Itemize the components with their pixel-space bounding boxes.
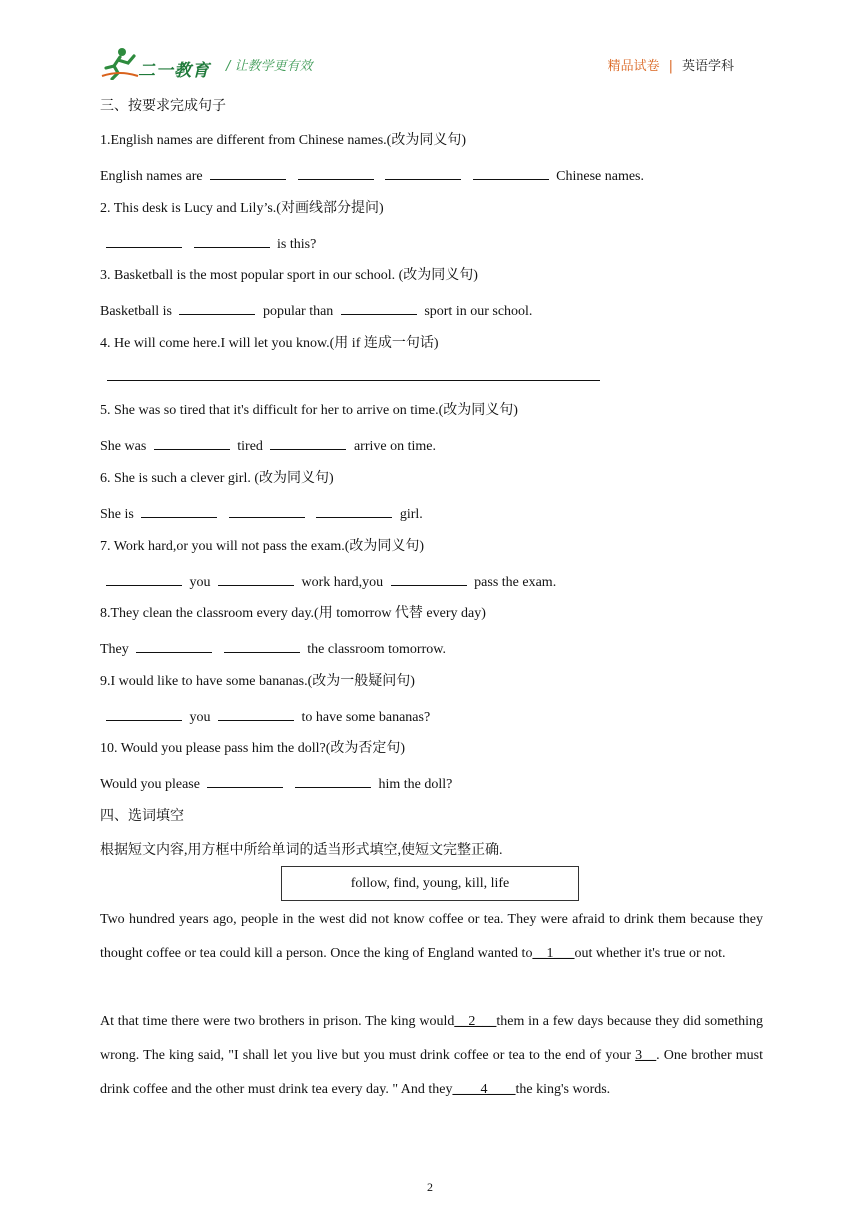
- q3-prompt: 3. Basketball is the most popular sport in our school. (改为同义句): [100, 268, 478, 283]
- p1-text: Two hundred years ago, people in the west did not know coffee or tea. They were afraid to drink them because they thought coffee or tea could kill a person. Once the king of England wanted to: [100, 912, 763, 961]
- p2-text-a: At that time there were two brothers in prison. The king would: [100, 1014, 455, 1029]
- blank-1[interactable]: __1___: [532, 946, 575, 961]
- q2-answer-end: is this?: [277, 237, 317, 252]
- answer-blank[interactable]: [207, 773, 283, 788]
- logo: [100, 46, 220, 82]
- q6-answer-end: girl.: [399, 507, 423, 522]
- q4-prompt: 4. He will come here.I will let you know.(用 if 连成一句话): [100, 336, 439, 351]
- answer-blank[interactable]: [106, 706, 182, 721]
- answer-blank[interactable]: [136, 638, 212, 653]
- answer-blank[interactable]: [391, 571, 467, 586]
- q1-prompt: 1.English names are different from Chinese names.(改为同义句): [100, 133, 466, 148]
- answer-blank[interactable]: [229, 503, 305, 518]
- header-separator: |: [668, 59, 673, 74]
- q7-answer-mid1: you: [189, 575, 211, 590]
- header-right: [608, 55, 734, 74]
- answer-blank[interactable]: [270, 435, 346, 450]
- q9-answer-mid: you: [189, 710, 211, 725]
- q10-prompt: 10. Would you please pass him the doll?(改为否定句): [100, 741, 406, 756]
- section4-instruction: 根据短文内容,用方框中所给单词的适当形式填空,使短文完整正确.: [100, 843, 503, 858]
- q3-answer-end: sport in our school.: [424, 304, 533, 319]
- p2-text-c: . One brother must drink coffee and the other must drink tea every day. " And they: [100, 1048, 764, 1097]
- section4-title: 四、选词填空: [100, 809, 184, 824]
- q7-answer-end: pass the exam.: [474, 575, 557, 590]
- blank-3[interactable]: 3__: [635, 1048, 657, 1063]
- section3-title: 三、按要求完成句子: [100, 99, 226, 114]
- answer-blank[interactable]: [106, 571, 182, 586]
- answer-blank[interactable]: [106, 233, 182, 248]
- page-number: 2: [427, 1180, 433, 1194]
- word-box: follow, find, young, kill, life: [281, 866, 579, 901]
- blank-4[interactable]: ____4____: [452, 1082, 516, 1097]
- slogan: / 让教学更有效: [226, 59, 313, 74]
- q10-answer-line: [100, 773, 452, 795]
- p1-end: out whether it's true or not.: [574, 946, 726, 961]
- q7-prompt: 7. Work hard,or you will not pass the exam.(改为同义句): [100, 539, 425, 554]
- answer-blank[interactable]: [473, 165, 549, 180]
- answer-blank[interactable]: [218, 706, 294, 721]
- q8-answer-start: They: [100, 642, 129, 657]
- q3-answer-start: Basketball is: [100, 304, 172, 319]
- q6-prompt: 6. She is such a clever girl. (改为同义句): [100, 471, 334, 486]
- answer-blank[interactable]: [341, 300, 417, 315]
- q1-answer-start: English names are: [100, 169, 203, 184]
- blank-2[interactable]: __2___: [454, 1014, 497, 1029]
- q9-answer-end: to have some bananas?: [301, 710, 431, 725]
- q6-answer-start: She is: [100, 507, 134, 522]
- answer-blank[interactable]: [179, 300, 255, 315]
- q5-answer-start: She was: [100, 439, 147, 454]
- q3-answer-mid: popular than: [262, 304, 334, 319]
- passage-paragraph-2: [100, 1005, 763, 1107]
- answer-blank[interactable]: [298, 165, 374, 180]
- q9-prompt: 9.I would like to have some bananas.(改为一般疑问句): [100, 674, 415, 689]
- q1-answer-end: Chinese names.: [556, 169, 645, 184]
- answer-blank[interactable]: [210, 165, 286, 180]
- passage-paragraph-1: [100, 903, 763, 971]
- page-header: [0, 0, 860, 90]
- runner-logo-icon: [100, 46, 140, 80]
- q5-answer-mid: tired: [237, 439, 263, 454]
- q2-answer-line: [102, 233, 316, 255]
- answer-blank[interactable]: [218, 571, 294, 586]
- q8-prompt: 8.They clean the classroom every day.(用 tomorrow 代替 every day): [100, 606, 486, 621]
- answer-blank[interactable]: [385, 165, 461, 180]
- answer-blank[interactable]: [154, 435, 230, 450]
- q10-answer-start: Would you please: [100, 777, 200, 792]
- p2-text-b: them in a few days because they did something wrong. The king said, "I shall let you live but you must drink coffee or tea to the end of your: [100, 1014, 764, 1063]
- subject-label: 英语学科: [681, 59, 734, 74]
- answer-blank[interactable]: [224, 638, 300, 653]
- answer-blank[interactable]: [295, 773, 371, 788]
- q3-answer-line: [100, 300, 532, 322]
- q2-prompt: 2. This desk is Lucy and Lily’s.(对画线部分提问): [100, 201, 384, 216]
- brand-label: 精品试卷: [607, 59, 660, 74]
- q9-answer-line: [102, 706, 430, 728]
- q4-answer-line: [107, 366, 600, 388]
- answer-blank[interactable]: [194, 233, 270, 248]
- q7-answer-mid2: work hard,you: [301, 575, 384, 590]
- q5-prompt: 5. She was so tired that it's difficult for her to arrive on time.(改为同义句): [100, 403, 518, 418]
- q8-answer-end: the classroom tomorrow.: [307, 642, 446, 657]
- q7-answer-line: [102, 571, 556, 593]
- q6-answer-line: [100, 503, 423, 525]
- q5-answer-line: [100, 435, 436, 457]
- logo-text: 二一教育: [138, 61, 210, 81]
- q1-answer-line: [100, 165, 644, 187]
- p2-text-d: the king's words.: [515, 1082, 611, 1097]
- answer-blank[interactable]: [141, 503, 217, 518]
- q10-answer-end: him the doll?: [378, 777, 453, 792]
- answer-blank[interactable]: [316, 503, 392, 518]
- q8-answer-line: [100, 638, 446, 660]
- q5-answer-end: arrive on time.: [353, 439, 436, 454]
- long-answer-blank[interactable]: [107, 366, 600, 381]
